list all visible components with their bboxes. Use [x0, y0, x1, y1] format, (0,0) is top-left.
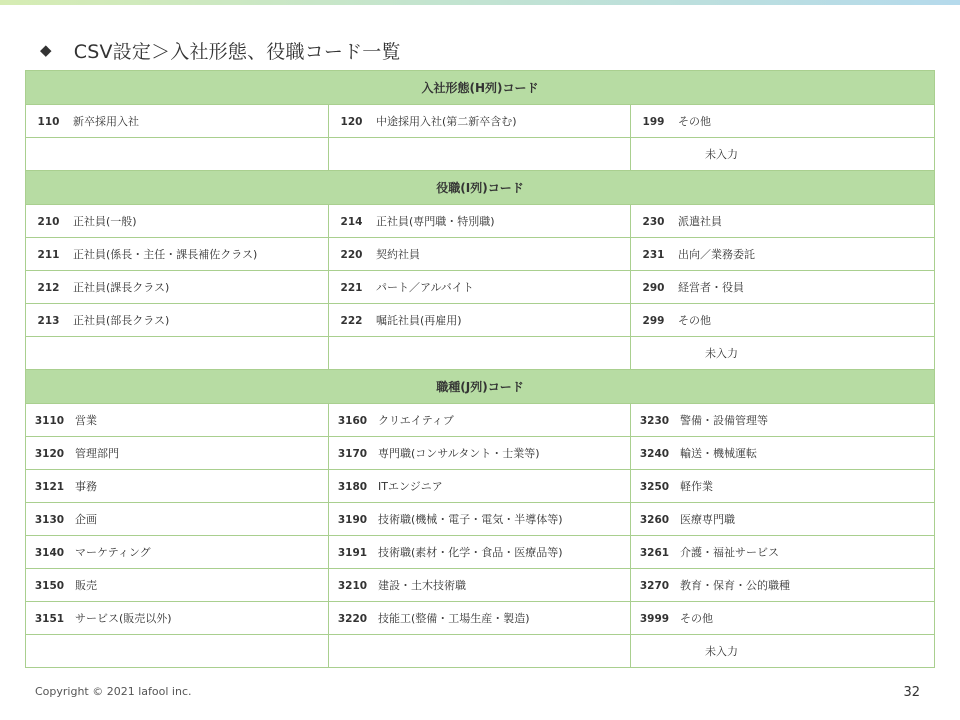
code-cell — [329, 271, 631, 304]
page-title — [40, 36, 401, 64]
table-row — [26, 205, 935, 238]
code-cell — [26, 304, 329, 337]
code-table — [25, 70, 935, 668]
code-label: 技能工(整備・工場生産・製造) — [378, 612, 530, 625]
empty-cell — [329, 138, 631, 171]
code-value: 3230 — [639, 415, 670, 427]
code-cell — [631, 404, 935, 437]
empty-cell — [26, 635, 329, 668]
code-cell — [631, 271, 935, 304]
code-value: 3220 — [337, 613, 368, 625]
code-value: 3190 — [337, 514, 368, 526]
top-accent-bar — [0, 0, 960, 5]
code-cell — [26, 602, 329, 635]
code-cell — [329, 437, 631, 470]
code-label: 正社員(一般) — [73, 215, 137, 228]
code-label: 介護・福祉サービス — [680, 546, 779, 559]
code-cell — [631, 536, 935, 569]
section-heading: 職種(J列)コード — [26, 370, 935, 404]
code-cell — [26, 503, 329, 536]
table-row — [26, 503, 935, 536]
code-cell — [329, 404, 631, 437]
code-value: 3150 — [34, 580, 65, 592]
code-value: 211 — [37, 249, 60, 261]
code-label: その他 — [680, 612, 713, 625]
table-row — [26, 304, 935, 337]
table-row — [26, 437, 935, 470]
code-cell — [631, 437, 935, 470]
code-value: 3250 — [639, 481, 670, 493]
code-label: 正社員(部長クラス) — [73, 314, 170, 327]
code-label: 企画 — [75, 513, 97, 526]
code-cell — [631, 635, 935, 668]
code-cell — [329, 470, 631, 503]
code-value: 3260 — [639, 514, 670, 526]
section-header-position — [26, 171, 935, 205]
code-cell — [329, 238, 631, 271]
code-cell — [329, 205, 631, 238]
empty-cell — [26, 138, 329, 171]
code-value: 230 — [642, 216, 665, 228]
code-cell — [631, 105, 935, 138]
table-row — [26, 635, 935, 668]
code-value: 3121 — [34, 481, 65, 493]
code-cell — [26, 205, 329, 238]
page-number: 32 — [903, 685, 920, 700]
empty-cell — [329, 337, 631, 370]
page-title-text: CSV設定＞入社形態、役職コード一覧 — [73, 40, 401, 63]
code-cell — [26, 105, 329, 138]
code-value: 3160 — [337, 415, 368, 427]
code-cell — [26, 437, 329, 470]
table-row — [26, 404, 935, 437]
table-row — [26, 470, 935, 503]
code-cell — [631, 138, 935, 171]
code-value: 120 — [340, 116, 363, 128]
code-label: 営業 — [75, 414, 97, 427]
code-value: 222 — [340, 315, 363, 327]
code-label: 教育・保育・公的職種 — [680, 579, 790, 592]
code-value: 3261 — [639, 547, 670, 559]
code-value: 3240 — [639, 448, 670, 460]
code-cell — [631, 470, 935, 503]
code-label: ITエンジニア — [378, 480, 443, 493]
code-label: 正社員(専門職・特別職) — [376, 215, 495, 228]
code-label: 未入力 — [705, 148, 738, 161]
code-value: 3151 — [34, 613, 65, 625]
code-label: 警備・設備管理等 — [680, 414, 768, 427]
code-cell — [26, 569, 329, 602]
code-cell — [631, 238, 935, 271]
empty-cell — [329, 635, 631, 668]
code-label: 事務 — [75, 480, 97, 493]
code-cell — [631, 304, 935, 337]
code-value: 231 — [642, 249, 665, 261]
code-label: 輸送・機械運転 — [680, 447, 757, 460]
code-label: 医療専門職 — [680, 513, 735, 526]
code-label: 出向／業務委託 — [678, 248, 755, 261]
code-value: 3130 — [34, 514, 65, 526]
code-label: 管理部門 — [75, 447, 119, 460]
code-value: 3170 — [337, 448, 368, 460]
code-value: 3180 — [337, 481, 368, 493]
empty-cell — [26, 337, 329, 370]
copyright-text: Copyright © 2021 lafool inc. — [35, 685, 192, 698]
section-header-occupation — [26, 370, 935, 404]
code-value: 3270 — [639, 580, 670, 592]
table-row — [26, 105, 935, 138]
code-value: 3110 — [34, 415, 65, 427]
code-label: 未入力 — [705, 645, 738, 658]
table-row — [26, 536, 935, 569]
table-row — [26, 337, 935, 370]
code-value: 3191 — [337, 547, 368, 559]
diamond-bullet-icon: ◆ — [40, 41, 52, 59]
code-cell — [631, 569, 935, 602]
code-cell — [329, 105, 631, 138]
code-cell — [631, 337, 935, 370]
code-label: 新卒採用入社 — [73, 115, 139, 128]
table-row — [26, 602, 935, 635]
code-cell — [26, 470, 329, 503]
table-row — [26, 238, 935, 271]
code-cell — [329, 536, 631, 569]
code-cell — [26, 404, 329, 437]
section-heading: 入社形態(H列)コード — [26, 71, 935, 105]
code-label: 中途採用入社(第二新卒含む) — [376, 115, 517, 128]
code-value: 3140 — [34, 547, 65, 559]
code-value: 3120 — [34, 448, 65, 460]
code-label: 技術職(機械・電子・電気・半導体等) — [378, 513, 563, 526]
code-value: 210 — [37, 216, 60, 228]
code-cell — [631, 602, 935, 635]
code-label: 正社員(課長クラス) — [73, 281, 170, 294]
code-cell — [26, 536, 329, 569]
code-cell — [631, 503, 935, 536]
code-label: クリエイティブ — [378, 414, 454, 427]
code-value: 212 — [37, 282, 60, 294]
code-cell — [26, 271, 329, 304]
code-label: 経営者・役員 — [678, 281, 744, 294]
code-label: マーケティング — [75, 546, 151, 559]
code-value: 220 — [340, 249, 363, 261]
code-cell — [329, 602, 631, 635]
code-value: 3999 — [639, 613, 670, 625]
code-cell — [329, 503, 631, 536]
code-cell — [631, 205, 935, 238]
code-label: 契約社員 — [376, 248, 420, 261]
code-label: サービス(販売以外) — [75, 612, 172, 625]
code-value: 290 — [642, 282, 665, 294]
code-label: 軽作業 — [680, 480, 713, 493]
code-value: 221 — [340, 282, 363, 294]
table-row — [26, 271, 935, 304]
table-row — [26, 569, 935, 602]
code-cell — [26, 238, 329, 271]
table-row — [26, 138, 935, 171]
code-cell — [329, 304, 631, 337]
code-label: 技術職(素材・化学・食品・医療品等) — [378, 546, 563, 559]
code-label: パート／アルバイト — [376, 281, 474, 294]
code-label: 専門職(コンサルタント・士業等) — [378, 447, 540, 460]
code-label: その他 — [678, 314, 711, 327]
code-label: 未入力 — [705, 347, 738, 360]
code-label: 建設・土木技術職 — [378, 579, 466, 592]
section-heading: 役職(I列)コード — [26, 171, 935, 205]
code-value: 214 — [340, 216, 363, 228]
code-label: 嘱託社員(再雇用) — [376, 314, 462, 327]
code-label: 販売 — [75, 579, 97, 592]
code-label: 正社員(係長・主任・課長補佐クラス) — [73, 248, 258, 261]
code-value: 3210 — [337, 580, 368, 592]
code-label: 派遣社員 — [678, 215, 722, 228]
code-value: 213 — [37, 315, 60, 327]
code-value: 299 — [642, 315, 665, 327]
code-value: 110 — [37, 116, 60, 128]
code-label: その他 — [678, 115, 711, 128]
code-cell — [329, 569, 631, 602]
section-header-entry-type — [26, 71, 935, 105]
code-value: 199 — [642, 116, 665, 128]
